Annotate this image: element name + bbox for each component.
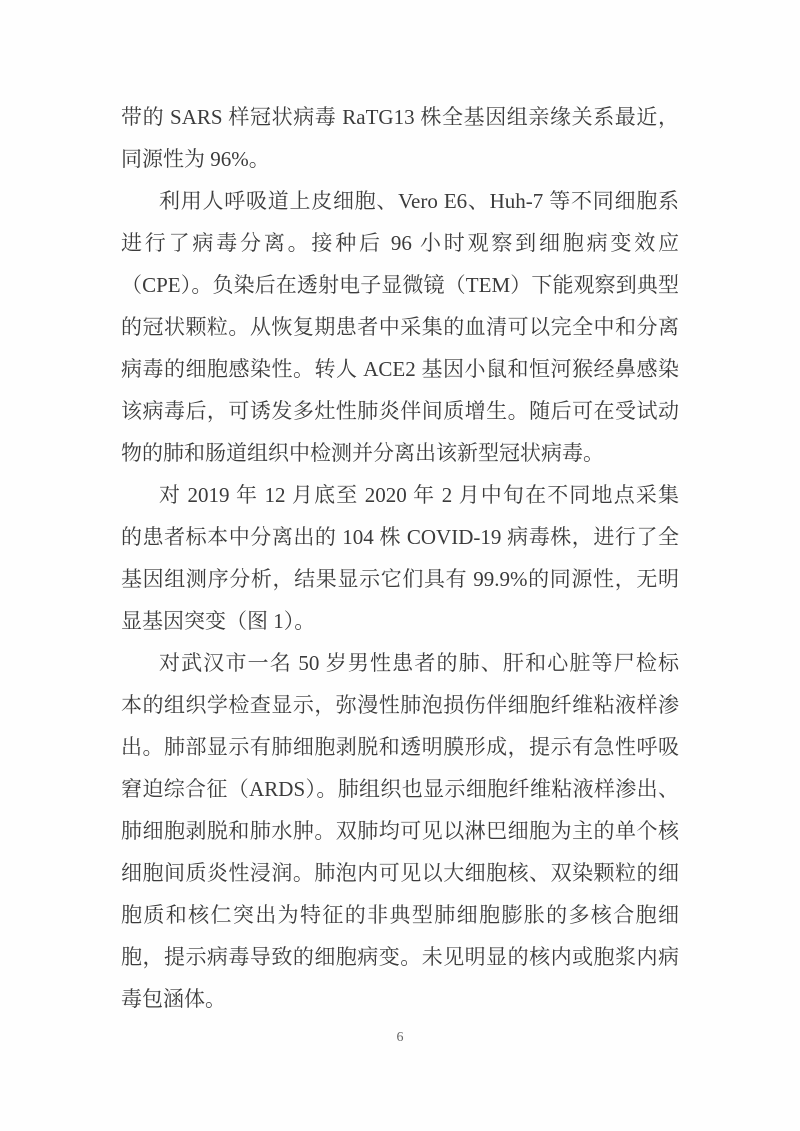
text-line: 胞质和核仁突出为特征的非典型肺细胞膨胀的多核合胞细 — [121, 903, 679, 927]
page-number: 6 — [396, 1030, 404, 1045]
text-line: 该病毒后，可诱发多灶性肺炎伴间质增生。随后可在受试动 — [121, 399, 679, 423]
text-line: 利用人呼吸道上皮细胞、Vero E6、Huh-7 等不同细胞系 — [159, 189, 679, 213]
text-line: 本的组织学检查显示，弥漫性肺泡损伤伴细胞纤维粘液样渗 — [121, 693, 679, 717]
text-line: 出。肺部显示有肺细胞剥脱和透明膜形成，提示有急性呼吸 — [121, 735, 679, 759]
text-line: 进行了病毒分离。接种后 96 小时观察到细胞病变效应 — [121, 231, 679, 255]
text-line: 显基因突变（图 1）。 — [121, 609, 316, 633]
text-line: 对武汉市一名 50 岁男性患者的肺、肝和心脏等尸检标 — [159, 651, 679, 675]
text-line: 窘迫综合征（ARDS）。肺组织也显示细胞纤维粘液样渗出、 — [121, 777, 679, 801]
text-line: 的冠状颗粒。从恢复期患者中采集的血清可以完全中和分离 — [121, 315, 679, 339]
text-line: 基因组测序分析，结果显示它们具有 99.9%的同源性，无明 — [121, 567, 679, 591]
text-line: 对 2019 年 12 月底至 2020 年 2 月中旬在不同地点采集 — [159, 483, 679, 507]
text-line: 胞，提示病毒导致的细胞病变。未见明显的核内或胞浆内病 — [121, 945, 679, 969]
text-line: 病毒的细胞感染性。转人 ACE2 基因小鼠和恒河猴经鼻感染 — [121, 357, 679, 381]
text-line: 物的肺和肠道组织中检测并分离出该新型冠状病毒。 — [121, 441, 604, 465]
text-line: 细胞间质炎性浸润。肺泡内可见以大细胞核、双染颗粒的细 — [121, 861, 679, 885]
text-line: 同源性为 96%。 — [121, 147, 270, 171]
text-line: 肺细胞剥脱和肺水肿。双肺均可见以淋巴细胞为主的单个核 — [121, 819, 679, 843]
text-line: 毒包涵体。 — [121, 987, 226, 1011]
text-line: 的患者标本中分离出的 104 株 COVID-19 病毒株，进行了全 — [121, 525, 679, 549]
text-line: 带的 SARS 样冠状病毒 RaTG13 株全基因组亲缘关系最近， — [121, 105, 679, 129]
document-body — [121, 96, 679, 1020]
text-line: （CPE）。负染后在透射电子显微镜（TEM）下能观察到典型 — [121, 273, 679, 297]
